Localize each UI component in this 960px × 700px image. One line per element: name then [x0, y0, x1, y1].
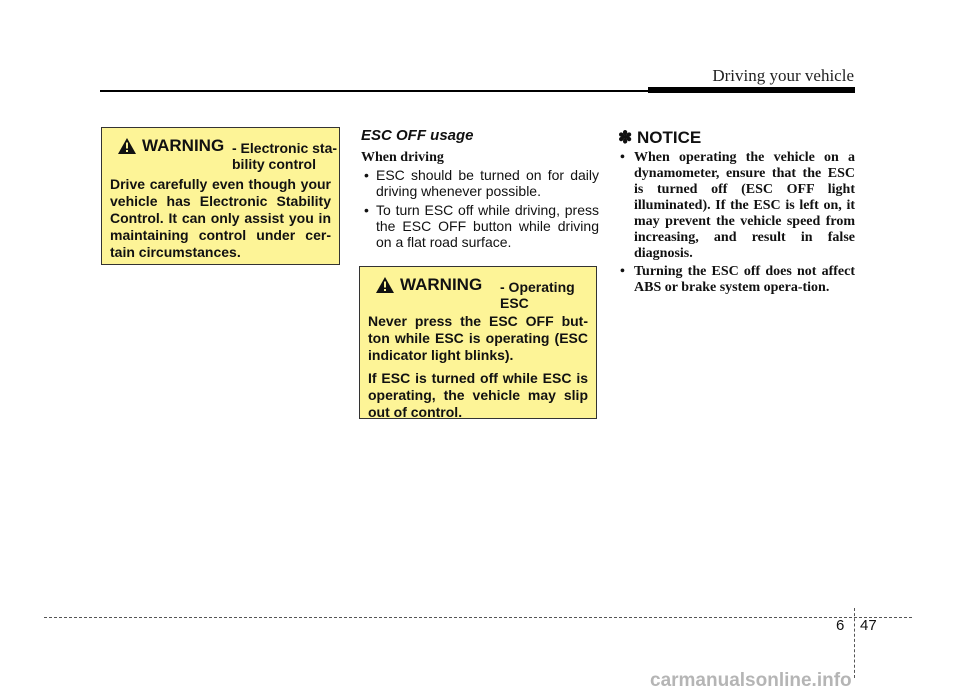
header-title: Driving your vehicle — [712, 66, 854, 85]
footer-rule — [44, 617, 912, 618]
footer-separator — [854, 608, 855, 678]
warning-triangle-icon — [376, 277, 394, 293]
header-rule-accent — [648, 87, 855, 93]
chapter-number: 6 — [836, 617, 845, 634]
warning-box-electronic-stability-control — [101, 127, 340, 265]
warning-text: Drive carefully even though your vehicle has Electronic Stability Control. It can only assist you in maintaining control under cer-tain circumstances. — [110, 176, 331, 260]
notice-title: ✽ NOTICE — [618, 128, 702, 147]
list-item: • Turning the ESC off does not affect ABS or brake system opera-tion. — [618, 264, 855, 296]
warning-box-operating-esc — [359, 266, 597, 419]
list-item: • To turn ESC off while driving, press the ESC OFF button while driving on a flat road surface. — [361, 202, 599, 250]
warning-text: If ESC is turned off while ESC is operating, the vehicle may slip out of control. — [368, 370, 588, 420]
notice-list — [618, 150, 855, 298]
section-subheading: When driving — [361, 150, 444, 165]
warning-text: Never press the ESC OFF but-ton while ESC is operating (ESC indicator light blinks). — [368, 313, 588, 363]
warning-header — [368, 267, 588, 311]
esc-off-bullet-list — [361, 167, 599, 253]
warning-header — [110, 128, 338, 172]
section-title: ESC OFF usage — [361, 127, 474, 144]
warning-subtitle: - Electronic sta-bility control — [232, 140, 338, 172]
warning-label: WARNING — [142, 136, 225, 155]
list-item: • ESC should be turned on for daily driving whenever possible. — [361, 167, 599, 199]
page-number: 47 — [860, 617, 877, 634]
watermark: carmanualsonline.info — [650, 670, 852, 691]
warning-label: WARNING — [400, 275, 483, 294]
warning-subtitle: - Operating ESC — [500, 279, 575, 311]
warning-triangle-icon — [118, 138, 136, 154]
list-item: • When operating the vehicle on a dynamometer, ensure that the ESC is turned off (ESC OFF light illuminated). If the ESC is left on, it may prevent the vehicle speed from increasing, and result in false diagnosis. — [618, 150, 855, 262]
